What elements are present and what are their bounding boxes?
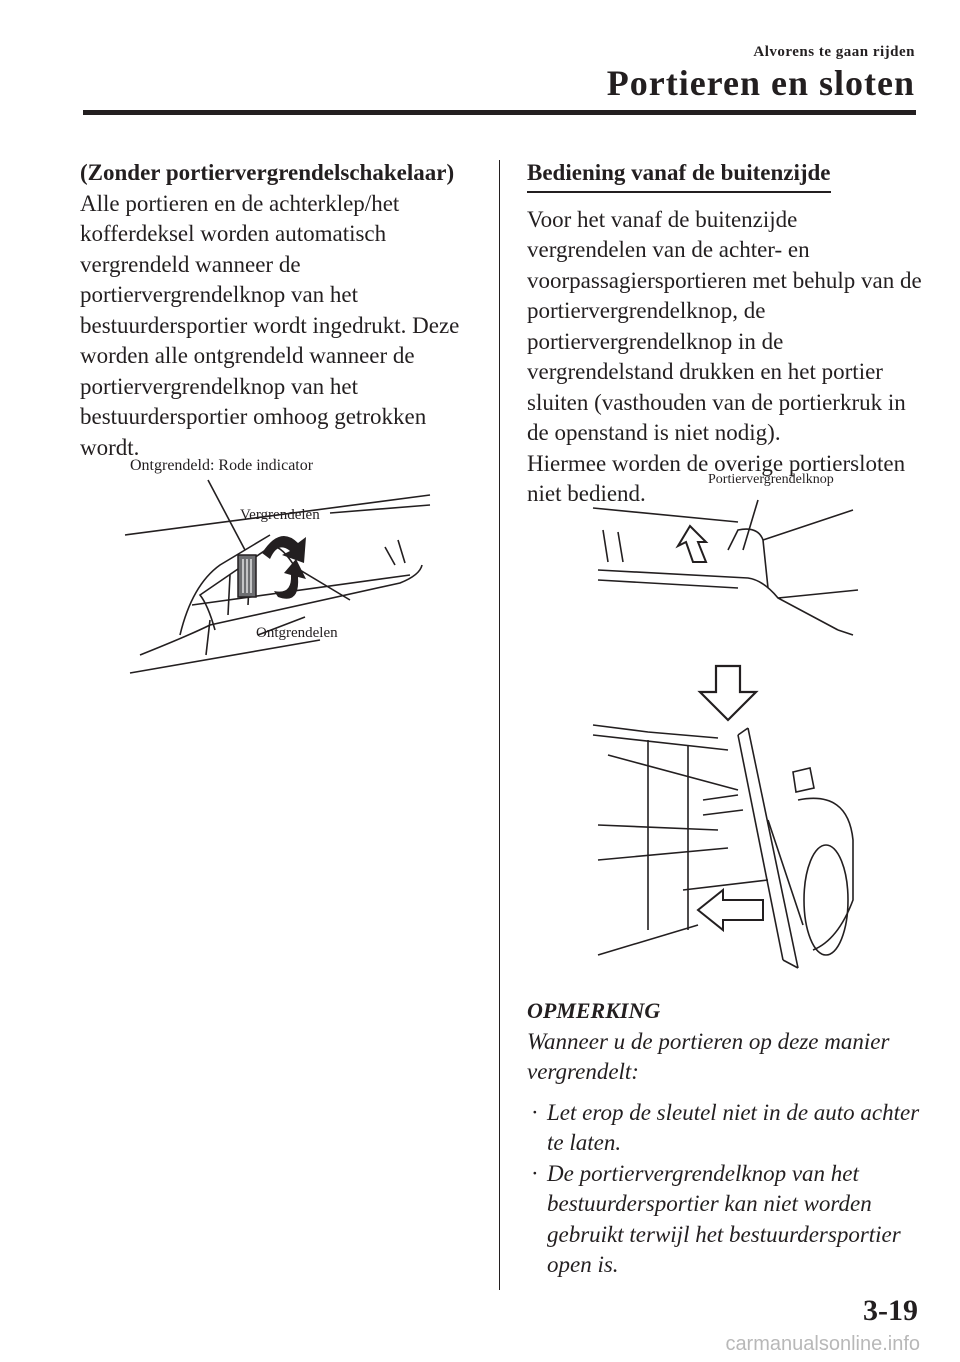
note-list — [527, 1098, 922, 1281]
bullet-icon: · — [531, 1160, 539, 1186]
bullet-icon: · — [531, 1099, 539, 1125]
note-bullet-text: De portiervergrendelknop van het bestuurdersportier kan niet worden gebruikt terwijl het bestuurdersportier open is. — [547, 1160, 901, 1277]
section-heading: Bediening vanaf de buitenzijde — [527, 158, 831, 193]
body-paragraph: Alle portieren en de achterklep/het kofferdeksel worden automatisch vergrendeld wanneer de portiervergrendelknop van het bestuurdersportier wordt ingedrukt. Deze worden alle ontgrendeld wanneer de portiervergrendelknop van het bestuurdersportier omhoog getrokken wordt. — [80, 190, 460, 460]
exterior-lock-drawing — [588, 470, 868, 980]
left-column — [80, 158, 480, 463]
page-title: Portieren en sloten — [606, 63, 915, 103]
exterior-lock-illustration — [588, 470, 868, 980]
section-name: Alvorens te gaan rijden — [753, 44, 915, 60]
interior-lock-knob-illustration — [120, 455, 440, 685]
label-lock-knob: Portiervergrendelknop — [708, 472, 834, 487]
watermark: carmanualsonline.info — [725, 1333, 920, 1355]
note-intro: Wanneer u de portieren op deze manier vergrendelt: — [527, 1028, 890, 1084]
note-bullet-text: Let erop de sleutel niet in de auto achter te laten. — [547, 1099, 920, 1155]
page-number: 3-19 — [863, 1294, 918, 1327]
interior-door-drawing — [120, 455, 440, 685]
label-unlock: Ontgrendelen — [256, 625, 338, 641]
label-lock: Vergrendelen — [240, 507, 320, 523]
note-block — [527, 996, 922, 1281]
right-column — [527, 158, 922, 510]
column-divider — [499, 160, 500, 1290]
subheading: (Zonder portiervergrendelschakelaar) — [80, 160, 455, 185]
body-paragraph-2: Hiermee worden de overige portiersloten niet bediend. — [527, 450, 906, 506]
list-item — [527, 1098, 922, 1159]
list-item — [527, 1159, 922, 1281]
header-divider — [83, 110, 916, 115]
note-title: OPMERKING — [527, 998, 661, 1023]
body-paragraph-1: Voor het vanaf de buitenzijde vergrendelen van de achter- en voorpassagiersportieren met behulp van de portiervergrendelknop, de portiervergrendelknop in de vergrendelstand drukken en het portier sluiten (vasthouden van de portierkruk in de openstand is niet nodig). — [527, 206, 922, 445]
label-unlocked-indicator: Ontgrendeld: Rode indicator — [130, 457, 314, 474]
